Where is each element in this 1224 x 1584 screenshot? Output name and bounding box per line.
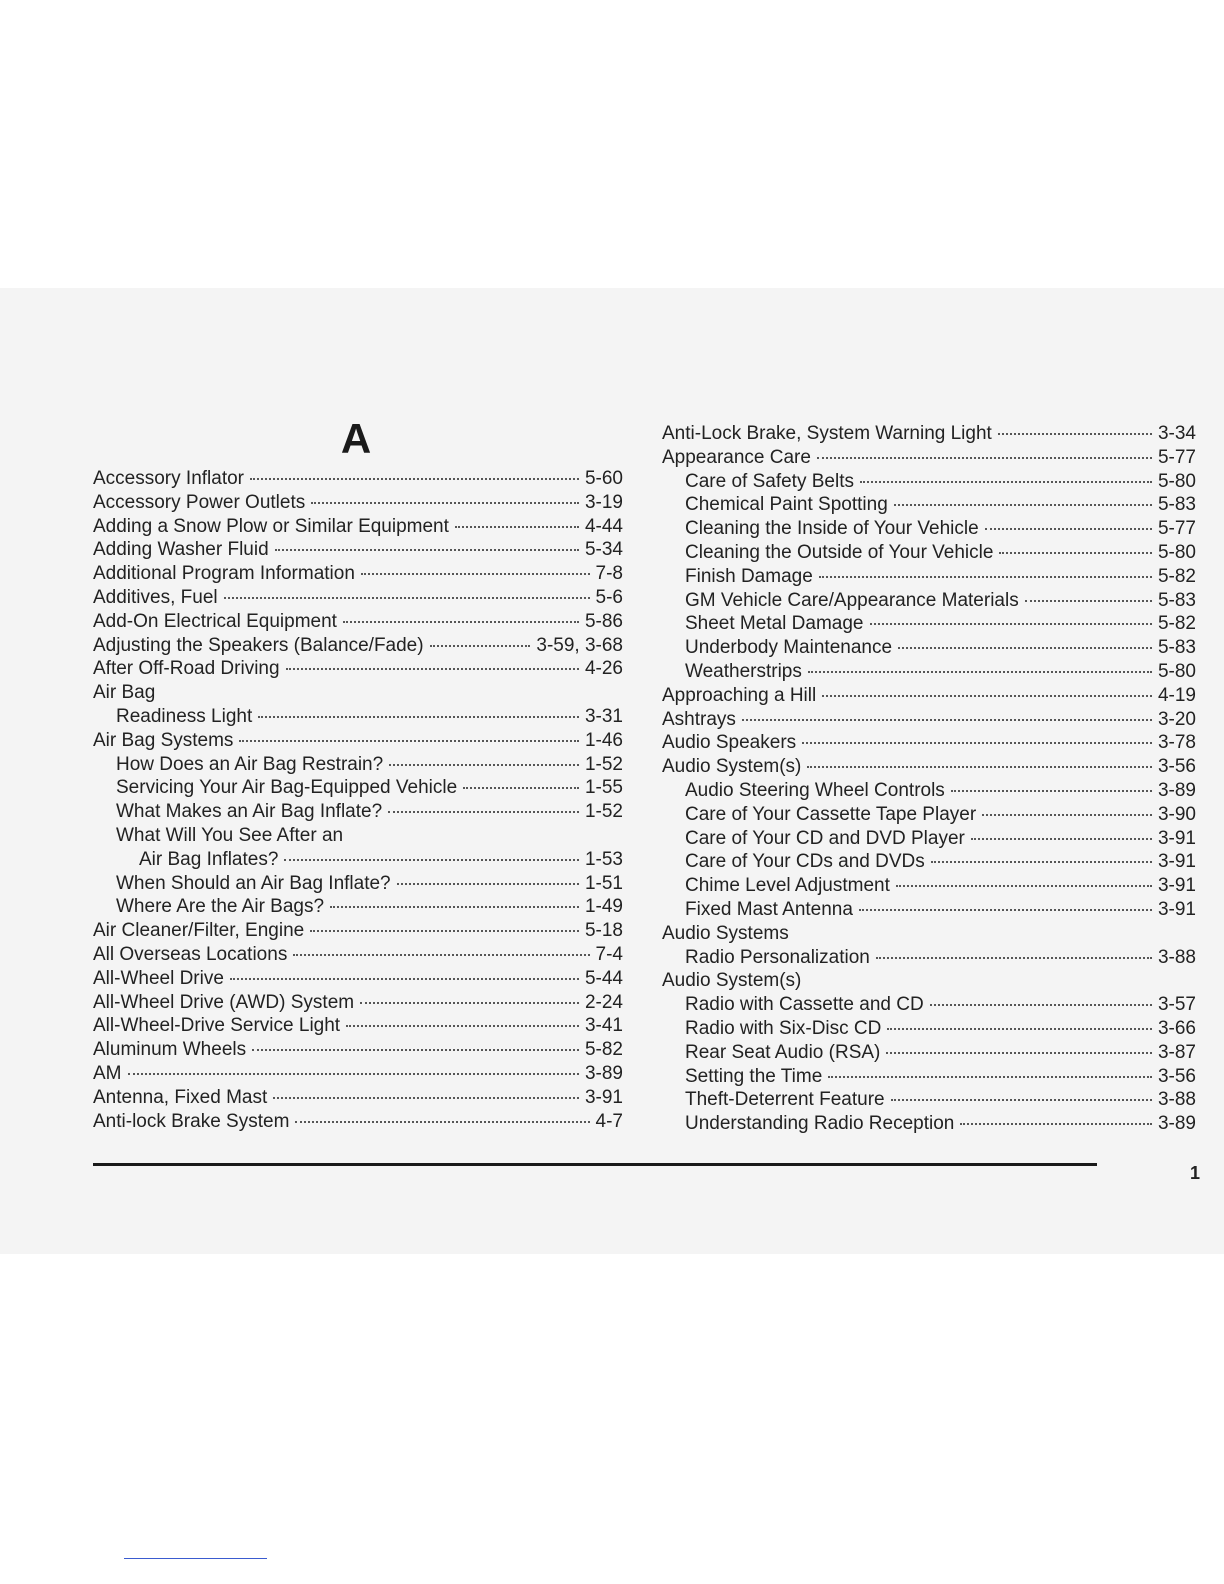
index-entry-page-ref: 5-80 (1157, 660, 1196, 682)
index-entry-label: How Does an Air Bag Restrain? (116, 753, 384, 775)
index-entry (93, 1062, 623, 1086)
bottom-link-underline[interactable] (124, 1558, 267, 1559)
index-entry-label: Weatherstrips (685, 660, 802, 682)
index-entry-label: Underbody Maintenance (685, 637, 893, 659)
index-entry-label: Audio Speakers (662, 732, 797, 754)
dot-leader (982, 814, 1152, 816)
index-entry (93, 729, 623, 753)
index-entry (662, 612, 1196, 636)
index-entry-page-ref: 5-83 (1157, 494, 1196, 516)
index-entry (93, 538, 623, 562)
index-entry-page-ref: 5-86 (584, 610, 623, 632)
dot-leader (817, 457, 1152, 459)
index-entry-page-ref: 3-19 (584, 491, 623, 513)
index-entry-label: Air Bag (93, 682, 156, 704)
dot-leader (828, 1076, 1152, 1078)
index-entry-page-ref: 3-90 (1157, 803, 1196, 825)
index-entry (662, 541, 1196, 565)
index-entry (93, 705, 623, 729)
dot-leader (876, 957, 1152, 959)
index-entry (662, 850, 1196, 874)
index-entry (93, 776, 623, 800)
index-entry-label: All-Wheel Drive (AWD) System (93, 991, 355, 1013)
dot-leader (455, 526, 579, 528)
index-entry (93, 991, 623, 1015)
index-entry-page-ref: 5-44 (584, 967, 623, 989)
index-entry-label: What Makes an Air Bag Inflate? (116, 801, 383, 823)
index-entry-label: Care of Your CDs and DVDs (685, 851, 925, 873)
index-entry-label: Appearance Care (662, 446, 811, 468)
index-entry (662, 422, 1196, 446)
dot-leader (230, 978, 579, 980)
index-entry-page-ref: 1-55 (584, 777, 623, 799)
index-entry (662, 660, 1196, 684)
index-entry-label: Understanding Radio Reception (685, 1113, 955, 1135)
dot-leader (128, 1073, 579, 1075)
index-entry-label: Cleaning the Inside of Your Vehicle (685, 518, 979, 540)
index-entry (662, 827, 1196, 851)
index-entry-page-ref: 3-41 (584, 1015, 623, 1037)
index-entry-page-ref: 3-56 (1157, 1065, 1196, 1087)
dot-leader (430, 645, 531, 647)
index-entry-label: Additional Program Information (93, 563, 355, 585)
dot-leader (397, 883, 579, 885)
index-entry-page-ref: 1-52 (584, 801, 623, 823)
index-entry-label: Chemical Paint Spotting (685, 494, 888, 516)
dot-leader (250, 478, 579, 480)
index-entry-label: Adding a Snow Plow or Similar Equipment (93, 515, 449, 537)
dot-leader (802, 742, 1152, 744)
index-entry (93, 872, 623, 896)
index-entry-page-ref: 4-26 (584, 658, 623, 680)
dot-leader (931, 861, 1152, 863)
dot-leader (258, 716, 579, 718)
index-entry-page-ref: 3-88 (1157, 1089, 1196, 1111)
index-entry-label: Chime Level Adjustment (685, 875, 890, 897)
index-entry-label: Radio with Six-Disc CD (685, 1017, 882, 1039)
index-entry (662, 874, 1196, 898)
section-letter-heading: A (340, 415, 372, 462)
index-entry (662, 589, 1196, 613)
index-entry-label: Anti-lock Brake System (93, 1110, 290, 1132)
index-entry-page-ref: 3-87 (1157, 1041, 1196, 1063)
index-entry (93, 800, 623, 824)
index-entry-label: Ashtrays (662, 708, 736, 730)
dot-leader (295, 1121, 589, 1123)
dot-leader (293, 954, 589, 956)
index-entry (662, 446, 1196, 470)
index-entry (662, 1065, 1196, 1089)
dot-leader (330, 906, 579, 908)
index-entry (93, 848, 623, 872)
dot-leader (807, 766, 1152, 768)
index-entry (662, 684, 1196, 708)
index-entry-page-ref: 2-24 (584, 991, 623, 1013)
dot-leader (951, 790, 1152, 792)
dot-leader (742, 719, 1152, 721)
index-entry (93, 967, 623, 991)
index-entry-page-ref: 3-88 (1157, 946, 1196, 968)
dot-leader (886, 1052, 1152, 1054)
index-entry (662, 493, 1196, 517)
index-entry-label: GM Vehicle Care/Appearance Materials (685, 589, 1019, 611)
index-entry-label: Care of Your Cassette Tape Player (685, 803, 977, 825)
dot-leader (896, 885, 1152, 887)
index-entry (93, 895, 623, 919)
dot-leader (310, 930, 579, 932)
index-entry-label: Where Are the Air Bags? (116, 896, 325, 918)
dot-leader (224, 597, 590, 599)
index-entry (662, 922, 1196, 946)
index-entry-label: All-Wheel-Drive Service Light (93, 1015, 341, 1037)
dot-leader (930, 1004, 1152, 1006)
dot-leader (273, 1097, 579, 1099)
index-entry-label: Care of Safety Belts (685, 470, 854, 492)
index-entry (93, 753, 623, 777)
dot-leader (999, 552, 1152, 554)
index-entry (93, 1086, 623, 1110)
index-entry-label: Adding Washer Fluid (93, 539, 269, 561)
index-entry-label: Audio Steering Wheel Controls (685, 779, 945, 801)
index-entry-page-ref: 3-91 (1157, 875, 1196, 897)
index-entry-page-ref: 5-82 (1157, 565, 1196, 587)
index-entry (93, 610, 623, 634)
index-entry-page-ref: 4-19 (1157, 684, 1196, 706)
index-entry (93, 824, 623, 848)
index-entry-page-ref: 5-77 (1157, 518, 1196, 540)
index-entry-label: Sheet Metal Damage (685, 613, 864, 635)
index-entry (93, 634, 623, 658)
dot-leader (346, 1025, 579, 1027)
index-entry-page-ref: 3-66 (1157, 1017, 1196, 1039)
dot-leader (360, 1002, 579, 1004)
index-column-left (93, 467, 623, 1133)
dot-leader (891, 1099, 1152, 1101)
index-entry (93, 515, 623, 539)
index-entry-label: Servicing Your Air Bag-Equipped Vehicle (116, 777, 458, 799)
index-entry (93, 467, 623, 491)
index-entry (93, 919, 623, 943)
dot-leader (252, 1049, 579, 1051)
index-entry (662, 1017, 1196, 1041)
index-entry (662, 993, 1196, 1017)
index-entry-label: Air Bag Inflates? (139, 848, 279, 870)
index-entry (662, 755, 1196, 779)
index-entry-label: Finish Damage (685, 565, 813, 587)
index-entry-page-ref: 1-51 (584, 872, 623, 894)
index-entry-label: Fixed Mast Antenna (685, 898, 853, 920)
page-number: 1 (1189, 1163, 1200, 1183)
index-entry (93, 1038, 623, 1062)
dot-leader (887, 1028, 1152, 1030)
index-entry-page-ref: 5-6 (595, 586, 623, 608)
index-entry-label: Radio Personalization (685, 946, 870, 968)
index-entry-label: Anti-Lock Brake, System Warning Light (662, 423, 992, 444)
index-entry-label: Approaching a Hill (662, 684, 817, 706)
index-entry-label: Additives, Fuel (93, 586, 218, 608)
index-entry-page-ref: 3-91 (1157, 898, 1196, 920)
index-entry-page-ref: 3-56 (1157, 756, 1196, 778)
index-entry-page-ref: 5-82 (1157, 613, 1196, 635)
dot-leader (894, 504, 1152, 506)
dot-leader (971, 838, 1152, 840)
index-entry (662, 1112, 1196, 1136)
index-entry-page-ref: 3-57 (1157, 994, 1196, 1016)
dot-leader (1025, 600, 1152, 602)
index-entry-label: All Overseas Locations (93, 943, 288, 965)
dot-leader (275, 549, 579, 551)
index-entry (662, 898, 1196, 922)
index-entry-page-ref: 5-18 (584, 920, 623, 942)
index-entry-label: When Should an Air Bag Inflate? (116, 872, 391, 894)
index-entry (662, 636, 1196, 660)
dot-leader (985, 528, 1152, 530)
index-entry-label: Air Cleaner/Filter, Engine (93, 920, 305, 942)
index-entry-page-ref: 5-82 (584, 1039, 623, 1061)
dot-leader (860, 481, 1152, 483)
index-entry-page-ref: 3-91 (584, 1086, 623, 1108)
index-entry (662, 470, 1196, 494)
index-entry-page-ref: 3-34 (1157, 423, 1196, 444)
index-entry-page-ref: 7-4 (595, 943, 623, 965)
dot-leader (311, 502, 579, 504)
index-entry-label: Audio System(s) (662, 970, 802, 992)
index-entry-label: Readiness Light (116, 705, 253, 727)
index-entry-page-ref: 3-78 (1157, 732, 1196, 754)
index-entry-label: Radio with Cassette and CD (685, 994, 924, 1016)
index-entry-page-ref: 5-80 (1157, 470, 1196, 492)
index-entry (662, 731, 1196, 755)
dot-leader (998, 433, 1152, 435)
dot-leader (284, 859, 579, 861)
index-entry (93, 491, 623, 515)
index-entry-page-ref: 1-49 (584, 896, 623, 918)
dot-leader (960, 1123, 1152, 1125)
index-entry (93, 943, 623, 967)
index-entry (93, 657, 623, 681)
index-entry-page-ref: 4-44 (584, 515, 623, 537)
index-entry-label: AM (93, 1062, 122, 1084)
index-entry-label: Air Bag Systems (93, 729, 234, 751)
index-entry-label: Audio System(s) (662, 756, 802, 778)
index-entry (93, 562, 623, 586)
index-entry-page-ref: 3-91 (1157, 851, 1196, 873)
index-entry (662, 969, 1196, 993)
index-entry-label: Theft-Deterrent Feature (685, 1089, 885, 1111)
index-entry-label: All-Wheel Drive (93, 967, 224, 989)
index-entry (93, 1110, 623, 1134)
index-entry-label: What Will You See After an (116, 824, 344, 846)
index-entry (662, 803, 1196, 827)
index-entry-page-ref: 4-7 (595, 1110, 623, 1132)
index-entry-page-ref: 3-89 (1157, 1113, 1196, 1135)
index-entry-page-ref: 5-83 (1157, 589, 1196, 611)
index-entry-page-ref: 1-52 (584, 753, 623, 775)
index-entry (662, 1088, 1196, 1112)
index-entry-page-ref: 5-34 (584, 539, 623, 561)
index-entry (93, 681, 623, 705)
index-entry-label: After Off-Road Driving (93, 658, 280, 680)
dot-leader (239, 740, 579, 742)
index-entry-page-ref: 3-59, 3-68 (536, 634, 623, 656)
dot-leader (361, 573, 590, 575)
index-entry-page-ref: 5-77 (1157, 446, 1196, 468)
index-entry-label: Accessory Inflator (93, 468, 244, 489)
index-entry-label: Add-On Electrical Equipment (93, 610, 337, 632)
index-entry (662, 517, 1196, 541)
index-entry-page-ref: 3-91 (1157, 827, 1196, 849)
index-column-right (662, 422, 1196, 1136)
dot-leader (819, 576, 1152, 578)
index-entry (662, 779, 1196, 803)
index-entry-page-ref: 3-89 (584, 1062, 623, 1084)
index-entry (662, 1041, 1196, 1065)
footer-rule (93, 1163, 1097, 1166)
index-entry (93, 586, 623, 610)
dot-leader (343, 621, 579, 623)
index-entry-page-ref: 5-83 (1157, 637, 1196, 659)
index-entry-page-ref: 7-8 (595, 563, 623, 585)
index-entry (662, 946, 1196, 970)
index-entry (662, 565, 1196, 589)
index-entry-page-ref: 1-46 (584, 729, 623, 751)
dot-leader (859, 909, 1152, 911)
dot-leader (822, 695, 1152, 697)
index-entry-label: Adjusting the Speakers (Balance/Fade) (93, 634, 424, 656)
index-entry-label: Care of Your CD and DVD Player (685, 827, 965, 849)
index-entry-page-ref: 5-60 (584, 468, 623, 489)
index-entry-label: Rear Seat Audio (RSA) (685, 1041, 881, 1063)
index-entry-page-ref: 5-80 (1157, 541, 1196, 563)
index-entry (662, 708, 1196, 732)
index-entry-page-ref: 3-20 (1157, 708, 1196, 730)
dot-leader (808, 671, 1152, 673)
index-entry-page-ref: 3-89 (1157, 779, 1196, 801)
index-entry-page-ref: 1-53 (584, 848, 623, 870)
dot-leader (286, 668, 579, 670)
index-entry-label: Audio Systems (662, 922, 789, 944)
index-entry-page-ref: 3-31 (584, 705, 623, 727)
index-entry (93, 1014, 623, 1038)
dot-leader (463, 787, 579, 789)
index-entry-label: Aluminum Wheels (93, 1039, 247, 1061)
dot-leader (898, 647, 1152, 649)
index-entry-label: Accessory Power Outlets (93, 491, 306, 513)
index-entry-label: Antenna, Fixed Mast (93, 1086, 268, 1108)
dot-leader (389, 764, 579, 766)
index-entry-label: Setting the Time (685, 1065, 823, 1087)
index-entry-label: Cleaning the Outside of Your Vehicle (685, 541, 994, 563)
dot-leader (388, 811, 579, 813)
dot-leader (870, 623, 1152, 625)
